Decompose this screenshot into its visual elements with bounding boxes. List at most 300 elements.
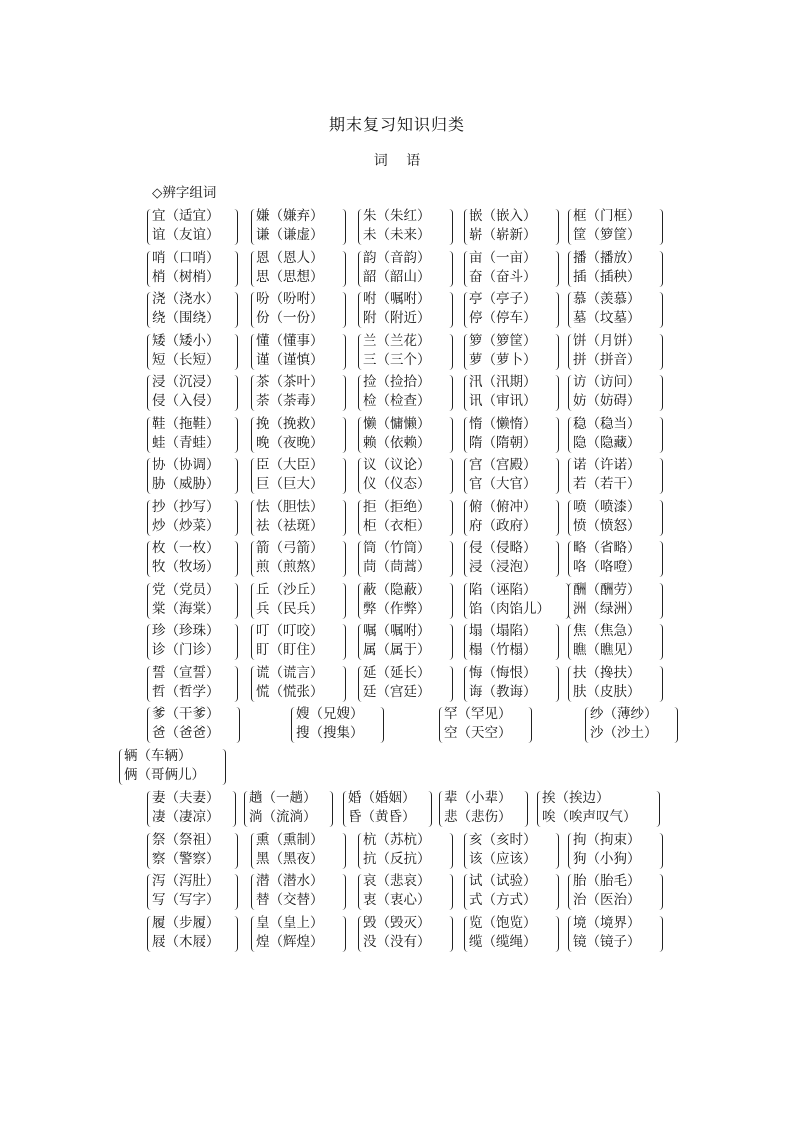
brace-left <box>568 292 574 328</box>
brace-left <box>358 375 364 411</box>
word-entry: 狗（小狗） <box>573 850 641 867</box>
word-entry: 茼（茼蒿） <box>363 559 431 575</box>
word-pair <box>363 415 447 453</box>
word-pair <box>363 539 447 577</box>
word-pair <box>256 498 340 536</box>
brace-right <box>553 833 559 869</box>
brace-left <box>358 833 364 869</box>
brace-left <box>147 251 153 287</box>
word-entry: 哀（悲哀） <box>363 873 431 889</box>
brace-right <box>657 874 663 910</box>
word-entry: 拼（拼音） <box>573 351 641 368</box>
word-entry: 没（没有） <box>363 933 431 950</box>
brace-left <box>147 833 153 869</box>
word-pair <box>573 415 657 453</box>
word-pair <box>573 249 657 287</box>
word-entry: 焦（焦急） <box>573 623 641 639</box>
page-title: 期末复习知识归类 <box>328 115 465 134</box>
word-entry: 馅（肉馅儿） <box>469 600 550 617</box>
word-entry: 胎（胎毛） <box>573 873 641 889</box>
word-pair <box>124 747 220 785</box>
word-entry: 屐（木屐） <box>152 933 220 950</box>
word-entry: 播（播放） <box>573 249 641 266</box>
word-pair <box>469 539 553 577</box>
word-entry: 筐（箩筐） <box>573 227 641 243</box>
word-entry: 亩（一亩） <box>469 249 537 266</box>
word-entry: 俩（哥俩儿） <box>124 766 205 783</box>
brace-left <box>251 833 257 869</box>
word-entry: 黑（黑夜） <box>256 850 324 867</box>
word-entry: 爸（爸爸） <box>152 725 220 741</box>
brace-right <box>553 458 559 494</box>
brace-left <box>251 334 257 370</box>
brace-right <box>657 624 663 660</box>
word-entry: 试（试验） <box>469 873 537 889</box>
brace-right <box>220 749 226 785</box>
brace-left <box>358 251 364 287</box>
brace-left <box>343 791 349 827</box>
word-entry: 咯（咯噔） <box>573 559 641 575</box>
brace-left <box>251 251 257 287</box>
word-entry: 治（医治） <box>573 892 641 908</box>
brace-left <box>358 500 364 536</box>
brace-right <box>447 292 453 328</box>
word-entry: 熏（熏制） <box>256 831 324 848</box>
word-pair <box>573 332 657 370</box>
brace-left <box>439 791 445 827</box>
word-entry: 该（应该） <box>469 850 537 867</box>
word-pair <box>256 456 340 494</box>
word-entry: 恩（恩人） <box>256 249 324 266</box>
word-entry: 妻（夫妻） <box>152 789 220 806</box>
word-pair <box>363 456 447 494</box>
brace-left <box>251 916 257 952</box>
brace-right <box>232 251 238 287</box>
brace-left <box>251 541 257 577</box>
brace-left <box>464 375 470 411</box>
brace-left <box>147 624 153 660</box>
brace-right <box>657 209 663 245</box>
brace-right <box>657 458 663 494</box>
word-entry: 三（三个） <box>363 351 431 368</box>
brace-right <box>340 375 346 411</box>
word-entry: 韵（音韵） <box>363 249 431 266</box>
word-pair <box>573 373 657 411</box>
word-entry: 镜（镜子） <box>573 933 641 950</box>
brace-right <box>553 375 559 411</box>
word-entry: 属（属于） <box>363 642 431 658</box>
brace-left <box>358 874 364 910</box>
brace-right <box>657 541 663 577</box>
word-entry: 宜（适宜） <box>152 208 220 224</box>
brace-right <box>232 334 238 370</box>
brace-left <box>464 833 470 869</box>
word-entry: 祛（祛斑） <box>256 517 324 534</box>
word-pair <box>573 872 657 910</box>
word-pair <box>469 249 553 287</box>
word-entry: 抄（抄写） <box>152 498 220 515</box>
word-pair <box>444 705 526 743</box>
word-entry: 履（步履） <box>152 914 220 931</box>
brace-right <box>340 541 346 577</box>
brace-right <box>340 334 346 370</box>
word-entry: 崭（崭新） <box>469 227 537 243</box>
word-entry: 煎（煎熬） <box>256 559 324 575</box>
word-entry: 慕（羡慕） <box>573 291 641 307</box>
brace-left <box>568 209 574 245</box>
section-subtitle: 词 语 <box>373 153 421 169</box>
word-entry: 谎（谎言） <box>256 664 324 681</box>
word-entry: 党（党员） <box>152 581 220 598</box>
word-pair <box>256 332 340 370</box>
brace-right <box>657 417 663 453</box>
word-entry: 晚（夜晚） <box>256 434 324 451</box>
brace-right <box>327 791 333 827</box>
brace-right <box>232 666 238 702</box>
word-entry: 咐（嘱咐） <box>363 291 431 307</box>
word-pair <box>573 207 657 245</box>
brace-left <box>119 749 125 785</box>
brace-right <box>447 417 453 453</box>
word-pair <box>469 914 553 952</box>
word-entry: 哲（哲学） <box>152 683 220 700</box>
brace-right <box>447 833 453 869</box>
brace-right <box>340 624 346 660</box>
word-pair <box>152 415 232 453</box>
brace-right <box>553 417 559 453</box>
brace-left <box>358 541 364 577</box>
word-pair <box>469 872 553 910</box>
word-entry: 嫂（兄嫂） <box>296 706 364 722</box>
word-entry: 懂（懂事） <box>256 332 324 349</box>
word-entry: 慌（慌张） <box>256 683 324 700</box>
brace-left <box>251 500 257 536</box>
word-entry: 隐（隐藏） <box>573 434 641 451</box>
word-entry: 搜（搜集） <box>296 725 364 741</box>
word-pair <box>469 498 553 536</box>
brace-left <box>464 916 470 952</box>
word-entry: 浸（沉浸） <box>152 374 220 390</box>
word-pair <box>469 456 553 494</box>
brace-right <box>447 916 453 952</box>
brace-left <box>251 458 257 494</box>
brace-right <box>232 833 238 869</box>
brace-left <box>358 916 364 952</box>
brace-right <box>378 707 384 743</box>
word-entry: 挨（挨边） <box>542 789 610 806</box>
word-pair <box>152 705 234 743</box>
brace-left <box>147 541 153 577</box>
brace-right <box>553 541 559 577</box>
brace-left <box>251 292 257 328</box>
word-entry: 懒（慵懒） <box>363 415 431 432</box>
word-entry: 妨（妨碍） <box>573 393 641 409</box>
word-pair <box>363 498 447 536</box>
word-pair <box>363 914 447 952</box>
word-entry: 毁（毁灭） <box>363 914 431 931</box>
brace-right <box>553 666 559 702</box>
word-entry: 吩（吩咐） <box>256 291 324 307</box>
word-entry: 喷（喷漆） <box>573 498 641 515</box>
word-entry: 诺（许诺） <box>573 457 641 473</box>
word-entry: 绕（围绕） <box>152 310 220 326</box>
word-entry: 蛙（青蛙） <box>152 434 220 451</box>
word-entry: 赖（依赖） <box>363 434 431 451</box>
word-pair <box>152 872 232 910</box>
word-pair <box>363 664 447 702</box>
word-entry: 惰（懒惰） <box>469 415 537 432</box>
word-entry: 诊（门诊） <box>152 642 220 658</box>
word-pair <box>256 622 340 660</box>
brace-left <box>464 458 470 494</box>
word-pair <box>469 581 563 619</box>
word-entry: 延（延长） <box>363 664 431 681</box>
brace-right <box>553 292 559 328</box>
word-pair <box>573 622 657 660</box>
word-pair <box>152 456 232 494</box>
brace-right <box>340 833 346 869</box>
word-entry: 拒（拒绝） <box>363 498 431 515</box>
word-entry: 缆（缆绳） <box>469 933 537 950</box>
word-entry: 沙（沙土） <box>590 725 658 741</box>
word-pair <box>256 581 340 619</box>
brace-left <box>439 707 445 743</box>
brace-right <box>340 916 346 952</box>
word-pair <box>256 831 340 869</box>
word-entry: 胁（威胁） <box>152 476 220 492</box>
word-entry: 叮（叮咬） <box>256 623 324 639</box>
word-entry: 抗（反抗） <box>363 850 431 867</box>
word-pair <box>256 207 340 245</box>
word-entry: 讯（审讯） <box>469 393 537 409</box>
word-entry: 炒（炒菜） <box>152 517 220 534</box>
word-entry: 府（政府） <box>469 517 537 534</box>
word-pair <box>542 789 654 827</box>
word-entry: 访（访问） <box>573 374 641 390</box>
brace-left <box>568 624 574 660</box>
word-entry: 稳（稳当） <box>573 415 641 432</box>
word-entry: 诲（教诲） <box>469 683 537 700</box>
word-entry: 丘（沙丘） <box>256 581 324 598</box>
brace-right <box>657 500 663 536</box>
word-entry: 饼（月饼） <box>573 332 641 349</box>
word-entry: 嘱（嘱咐） <box>363 623 431 639</box>
brace-right <box>657 375 663 411</box>
brace-left <box>358 292 364 328</box>
word-entry: 皇（皇上） <box>256 914 324 931</box>
word-entry: 梢（树梢） <box>152 268 220 285</box>
word-entry: 婚（婚姻） <box>348 789 416 806</box>
brace-left <box>147 583 153 619</box>
word-entry: 柜（衣柜） <box>363 517 431 534</box>
word-entry: 份（一份） <box>256 310 324 326</box>
word-entry: 嵌（嵌入） <box>469 208 537 224</box>
word-entry: 洲（绿洲） <box>573 600 641 617</box>
word-entry: 蔽（隐蔽） <box>363 581 431 598</box>
word-entry: 短（长短） <box>152 351 220 368</box>
brace-right <box>447 541 453 577</box>
word-entry: 察（警察） <box>152 850 220 867</box>
brace-right <box>657 666 663 702</box>
word-entry: 空（天空） <box>444 725 512 741</box>
word-entry: 辈（小辈） <box>444 789 512 806</box>
brace-left <box>358 417 364 453</box>
word-pair <box>152 373 232 411</box>
word-pair <box>573 290 657 328</box>
word-pair <box>256 290 340 328</box>
brace-right <box>340 874 346 910</box>
brace-right <box>657 583 663 619</box>
word-entry: 淌（流淌） <box>249 808 317 825</box>
brace-left <box>537 791 543 827</box>
word-entry: 墓（坟墓） <box>573 310 641 326</box>
word-entry: 萝（萝卜） <box>469 351 537 368</box>
brace-right <box>232 624 238 660</box>
word-entry: 汛（汛期） <box>469 374 537 390</box>
brace-right <box>447 624 453 660</box>
word-entry: 俯（俯冲） <box>469 498 537 515</box>
word-entry: 巨（巨大） <box>256 476 324 492</box>
word-entry: 兰（兰花） <box>363 332 431 349</box>
brace-right <box>553 500 559 536</box>
brace-left <box>568 874 574 910</box>
word-entry: 荼（荼毒） <box>256 393 324 409</box>
brace-left <box>358 209 364 245</box>
word-pair <box>152 207 232 245</box>
brace-right <box>447 251 453 287</box>
word-entry: 榻（竹榻） <box>469 642 537 658</box>
word-pair <box>573 498 657 536</box>
brace-left <box>244 791 250 827</box>
brace-left <box>568 500 574 536</box>
brace-right <box>657 292 663 328</box>
word-entry: 爹（干爹） <box>152 706 220 722</box>
word-pair <box>469 290 553 328</box>
word-entry: 臣（大臣） <box>256 457 324 473</box>
word-entry: 悔（悔恨） <box>469 664 537 681</box>
word-pair <box>152 581 232 619</box>
brace-left <box>568 375 574 411</box>
brace-right <box>340 251 346 287</box>
word-entry: 侵（侵略） <box>469 540 537 556</box>
word-entry: 瞧（瞧见） <box>573 642 641 658</box>
brace-left <box>147 458 153 494</box>
word-entry: 未（未来） <box>363 227 431 243</box>
brace-left <box>147 417 153 453</box>
word-entry: 誓（宣誓） <box>152 664 220 681</box>
brace-left <box>568 458 574 494</box>
brace-right <box>340 666 346 702</box>
word-pair <box>363 581 447 619</box>
brace-right <box>340 417 346 453</box>
word-entry: 扶（搀扶） <box>573 664 641 681</box>
word-entry: 悲（悲伤） <box>444 808 512 825</box>
brace-left <box>147 916 153 952</box>
word-entry: 兵（民兵） <box>256 600 324 617</box>
word-pair <box>363 831 447 869</box>
brace-right <box>232 541 238 577</box>
brace-right <box>672 707 678 743</box>
word-entry: 箭（弓箭） <box>256 540 324 556</box>
brace-left <box>464 292 470 328</box>
word-pair <box>256 914 340 952</box>
word-pair <box>296 705 378 743</box>
brace-right <box>553 334 559 370</box>
word-pair <box>363 207 447 245</box>
word-entry: 枚（一枚） <box>152 540 220 556</box>
word-pair <box>573 831 657 869</box>
brace-right <box>447 375 453 411</box>
brace-left <box>147 375 153 411</box>
word-pair <box>444 789 522 827</box>
word-pair <box>152 332 232 370</box>
brace-left <box>464 417 470 453</box>
word-entry: 隋（隋朝） <box>469 434 537 451</box>
word-entry: 侵（入侵） <box>152 393 220 409</box>
brace-right <box>657 916 663 952</box>
word-entry: 哨（口哨） <box>152 249 220 266</box>
brace-right <box>553 624 559 660</box>
word-entry: 凄（凄凉） <box>152 808 220 825</box>
word-entry: 宫（宫殿） <box>469 457 537 473</box>
word-pair <box>152 498 232 536</box>
word-entry: 谦（谦虚） <box>256 227 324 243</box>
word-entry: 怯（胆怯） <box>256 498 324 515</box>
word-entry: 箩（箩筐） <box>469 332 537 349</box>
brace-left <box>147 666 153 702</box>
word-entry: 仪（仪态） <box>363 476 431 492</box>
word-pair <box>573 539 657 577</box>
brace-left <box>568 916 574 952</box>
brace-left <box>147 500 153 536</box>
brace-left <box>251 666 257 702</box>
word-entry: 杭（苏杭） <box>363 831 431 848</box>
word-entry: 酬（酬劳） <box>573 581 641 598</box>
brace-right <box>232 458 238 494</box>
word-pair <box>573 456 657 494</box>
brace-right <box>526 707 532 743</box>
word-entry: 煌（辉煌） <box>256 933 324 950</box>
brace-right <box>340 583 346 619</box>
brace-left <box>291 707 297 743</box>
brace-right <box>232 874 238 910</box>
brace-right <box>654 791 660 827</box>
word-entry: 珍（珍珠） <box>152 623 220 639</box>
word-entry: 棠（海棠） <box>152 600 220 617</box>
brace-right <box>553 209 559 245</box>
word-entry: 唉（唉声叹气） <box>542 808 637 825</box>
word-pair <box>469 664 553 702</box>
brace-right <box>340 458 346 494</box>
brace-right <box>447 583 453 619</box>
brace-left <box>464 251 470 287</box>
brace-left <box>251 209 257 245</box>
brace-left <box>251 583 257 619</box>
brace-left <box>568 251 574 287</box>
brace-right <box>340 500 346 536</box>
word-pair <box>363 373 447 411</box>
word-pair <box>152 664 232 702</box>
word-pair <box>348 789 426 827</box>
word-entry: 泻（泻肚） <box>152 873 220 889</box>
word-entry: 写（写字） <box>152 892 220 908</box>
word-entry: 茶（茶叶） <box>256 374 324 390</box>
word-entry: 境（境界） <box>573 914 641 931</box>
word-pair <box>152 290 232 328</box>
brace-right <box>232 292 238 328</box>
word-entry: 览（饱览） <box>469 914 537 931</box>
word-entry: 谨（谨慎） <box>256 351 324 368</box>
